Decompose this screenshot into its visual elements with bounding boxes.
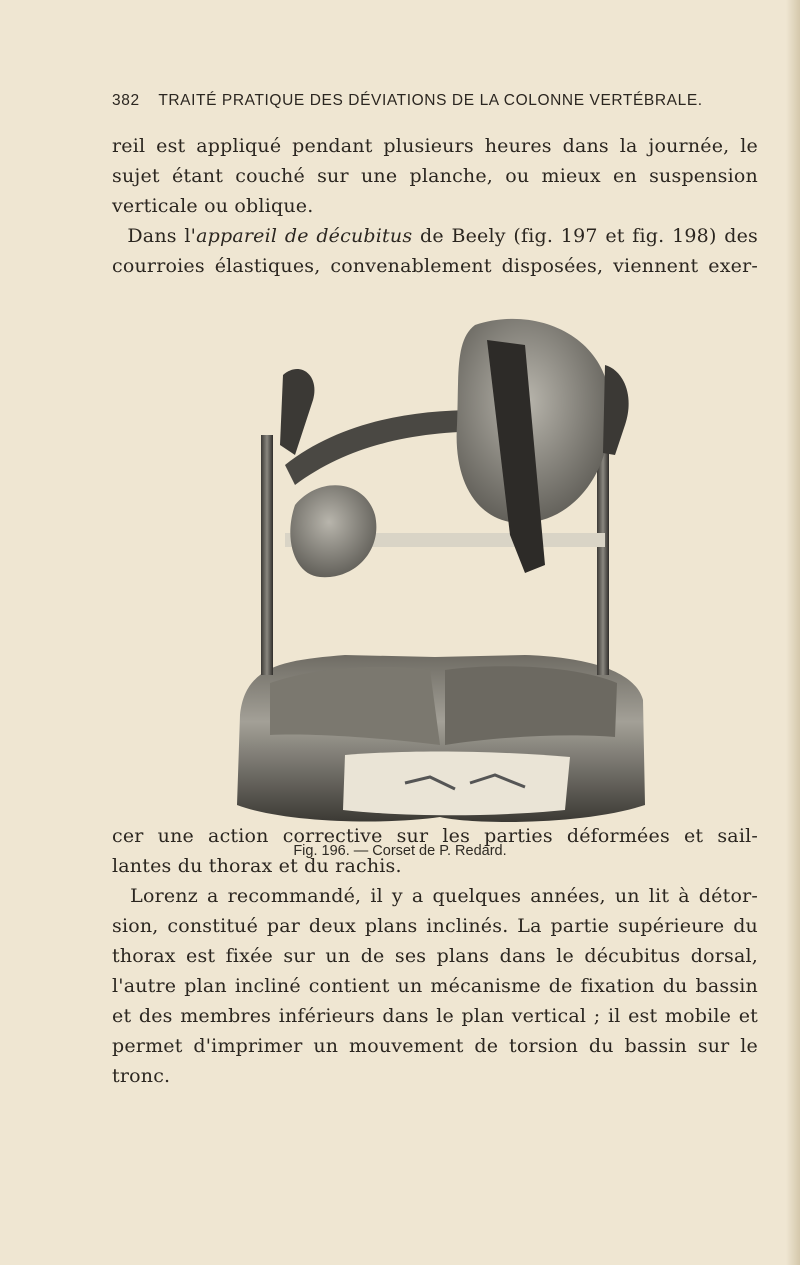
text-line: tronc. bbox=[112, 1065, 171, 1087]
text-line: sion, constitué par deux plans inclinés. La partie supérieure du bbox=[112, 915, 758, 937]
paragraph-2 bbox=[112, 821, 758, 1091]
text-fragment: de Beely (fig. 197 et fig. 198) des bbox=[412, 225, 758, 247]
text-line: verticale ou oblique. bbox=[112, 195, 314, 217]
text-line: l'autre plan incliné contient un mécanisme de fixation du bassin bbox=[112, 975, 758, 997]
text-line: lantes du thorax et du rachis. bbox=[112, 855, 402, 877]
figure-caption: Fig. 196. — Corset de P. Redard. bbox=[293, 843, 507, 859]
running-header bbox=[112, 92, 712, 110]
page-number: 382 bbox=[112, 92, 140, 109]
text-line: permet d'imprimer un mouvement de torsion du bassin sur le bbox=[112, 1035, 758, 1057]
text-fragment: Dans l' bbox=[127, 225, 197, 247]
text-fragment: Lorenz a recommandé, il y a quelques années, un lit à détor- bbox=[130, 885, 758, 907]
text-line bbox=[112, 881, 758, 911]
text-line: courroies élastiques, convenablement disposées, viennent exer- bbox=[112, 255, 758, 277]
text-line: thorax est fixée sur un de ses plans dans le décubitus dorsal, bbox=[112, 945, 758, 967]
text-line: reil est appliqué pendant plusieurs heures dans la journée, le bbox=[112, 135, 758, 157]
text-line: cer une action corrective sur les parties déformées et sail- bbox=[112, 825, 758, 847]
italic-term: appareil de décubitus bbox=[196, 225, 413, 247]
corset-illustration bbox=[225, 305, 655, 835]
page-edge-shade bbox=[786, 0, 800, 1265]
text-line: sujet étant couché sur une planche, ou mieux en suspension bbox=[112, 165, 758, 187]
running-title: TRAITÉ PRATIQUE DES DÉVIATIONS DE LA COLONNE VERTÉBRALE. bbox=[158, 92, 703, 109]
paragraph-1 bbox=[112, 131, 758, 281]
text-line-with-italic bbox=[112, 221, 758, 251]
text-line: et des membres inférieurs dans le plan vertical ; il est mobile et bbox=[112, 1005, 758, 1027]
